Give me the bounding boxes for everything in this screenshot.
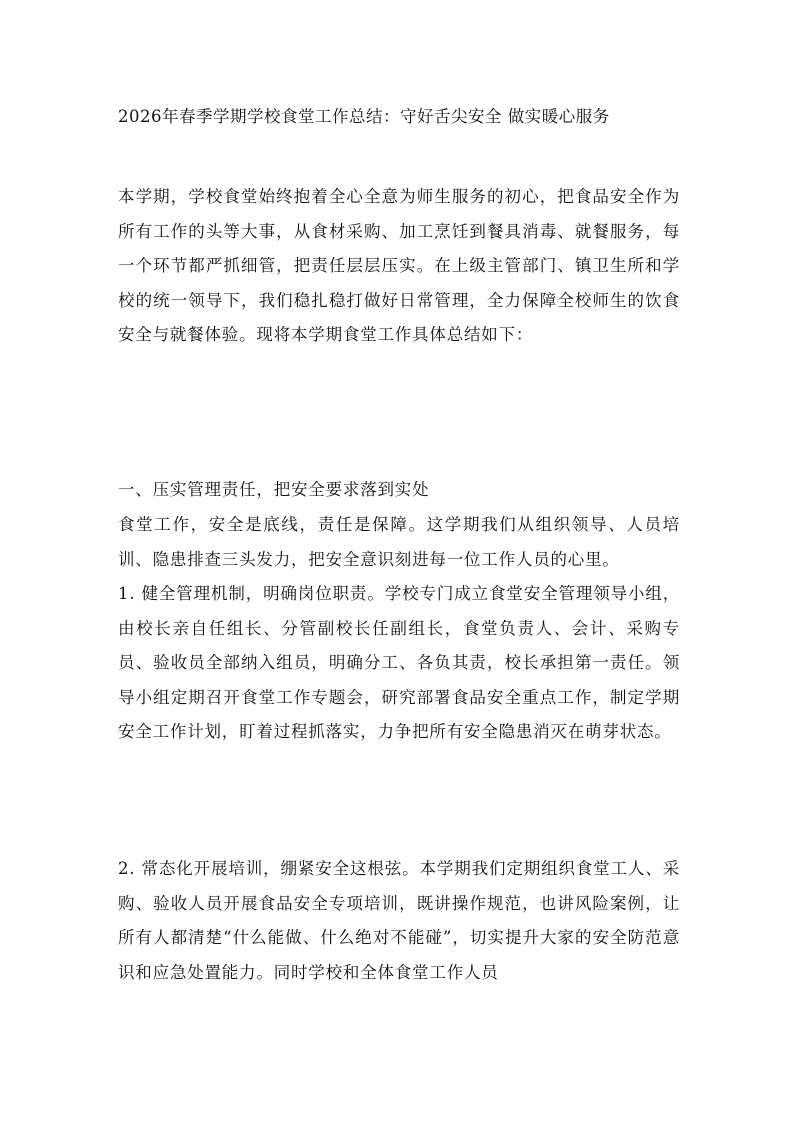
document-title: 2026年春季学期学校食堂工作总结：守好舌尖安全 做实暖心服务 [118, 107, 610, 126]
section-1-lead-paragraph: 食堂工作，安全是底线，责任是保障。这学期我们从组织领导、人员培训、隐患排查三头发力，把安全意识刻进每一位工作人员的心里。 [118, 515, 680, 569]
section-1-heading: 一、压实管理责任，把安全要求落到实处 [118, 480, 430, 499]
section-1-item-2: 2. 常态化开展培训，绷紧安全这根弦。本学期我们定期组织食堂工人、采购、验收人员开展食品安全专项培训，既讲操作规范，也讲风险案例，让所有人都清楚“什么能做、什么绝对不能碰”，切实提升大家的安全防范意识和应急处置能力。同时学校和全体食堂工作人员 [118, 859, 680, 982]
section-1-item-1: 1. 健全管理机制，明确岗位职责。学校专门成立食堂安全管理领导小组，由校长亲自任组长、分管副校长任副组长，食堂负责人、会计、采购专员、验收员全部纳入组员，明确分工、各负其责，校长承担第一责任。领导小组定期召开食堂工作专题会，研究部署食品安全重点工作，制定学期安全工作计划，盯着过程抓落实，力争把所有安全隐患消灭在萌芽状态。 [118, 584, 680, 741]
intro-paragraph: 本学期，学校食堂始终抱着全心全意为师生服务的初心，把食品安全作为所有工作的头等大事，从食材采购、加工烹饪到餐具消毒、就餐服务，每一个环节都严抓细管，把责任层层压实。在上级主管部门、镇卫生所和学校的统一领导下，我们稳扎稳打做好日常管理，全力保障全校师生的饮食安全与就餐体验。现将本学期食堂工作具体总结如下： [118, 187, 680, 344]
